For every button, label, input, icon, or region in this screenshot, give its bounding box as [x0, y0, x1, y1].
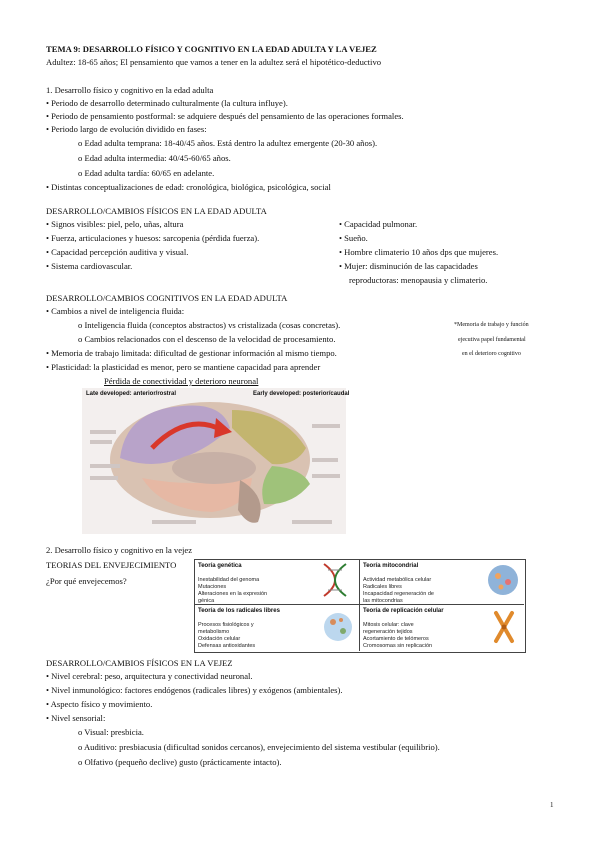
- theory-line: Radicales libres: [363, 584, 402, 590]
- physical-old-heading: DESARROLLO/CAMBIOS FÍSICOS EN LA VEJEZ: [46, 658, 233, 668]
- mitochondria-icon: [486, 562, 520, 598]
- list-subitem: o Inteligencia fluida (conceptos abstractos) vs cristalizada (cosas concretas).: [78, 320, 341, 330]
- theory-title: Teoría de replicación celular: [363, 608, 444, 614]
- theory-line: Inestabilidad del genoma: [198, 577, 260, 583]
- list-item: • Nivel inmunológico: factores endógenos (radicales libres) y exógenos (ambientales).: [46, 685, 343, 695]
- intro-line: Adultez: 18-65 años; El pensamiento que vamos a tener en la adultez será el hipotético-deductivo: [46, 57, 382, 67]
- list-item: • Sistema cardiovascular.: [46, 261, 133, 271]
- list-item: • Mujer: disminución de las capacidades: [339, 261, 478, 271]
- list-item: • Periodo largo de evolución dividido en fases:: [46, 124, 207, 134]
- list-item: • Distintas conceptualizaciones de edad: cronológica, biológica, psicológica, social: [46, 182, 331, 192]
- theory-title: Teoría genética: [198, 563, 242, 569]
- list-item: • Hombre climaterio 10 años dps que mujeres.: [339, 247, 499, 257]
- list-item: • Memoria de trabajo limitada: dificultad de gestionar información al mismo tiempo.: [46, 348, 337, 358]
- physical-adult-heading: DESARROLLO/CAMBIOS FÍSICOS EN LA EDAD ADULTA: [46, 206, 267, 216]
- dna-icon: [318, 562, 352, 598]
- brain-illustration: [82, 388, 346, 534]
- free-radicals-icon: [322, 609, 354, 645]
- theory-line: metabolismo: [198, 629, 230, 635]
- theories-heading: TEORIAS DEL ENVEJECIMIENTO: [46, 560, 177, 570]
- list-item: • Nivel sensorial:: [46, 713, 106, 723]
- list-subitem: o Cambios relacionados con el descenso de la velocidad de procesamiento.: [78, 334, 336, 344]
- brain-figure-caption: Pérdida de conectividad y deterioro neuronal: [104, 376, 259, 386]
- brain-label-early: Early developed: posterior/caudal: [253, 391, 350, 397]
- side-note: ejecutiva papel fundamental: [458, 337, 526, 343]
- theories-question: ¿Por qué envejecemos?: [46, 576, 127, 586]
- theory-line: Incapacidad regeneración de: [363, 591, 434, 597]
- list-subitem: o Auditivo: presbiacusia (dificultad sonidos cercanos), envejecimiento del sistema vestibular (equilibrio).: [78, 742, 440, 752]
- list-item: • Signos visibles: piel, pelo, uñas, altura: [46, 219, 184, 229]
- theory-line: las mitocondrias: [363, 598, 403, 604]
- list-item: • Plasticidad: la plasticidad es menor, pero se mantiene capacidad para aprender: [46, 362, 321, 372]
- list-item-continuation: reproductoras: menopausia y climaterio.: [349, 275, 488, 285]
- list-item: • Sueño.: [339, 233, 368, 243]
- list-item: • Periodo de desarrollo determinado culturalmente (la cultura influye).: [46, 98, 288, 108]
- theories-panel: [194, 559, 526, 653]
- list-subitem: o Visual: presbicia.: [78, 727, 144, 737]
- document-title: TEMA 9: DESARROLLO FÍSICO Y COGNITIVO EN LA EDAD ADULTA Y LA VEJEZ: [46, 44, 377, 54]
- theory-line: Defensas antioxidantes: [198, 643, 256, 649]
- side-note: *Memoria de trabajo y función: [454, 322, 529, 328]
- side-note: en el deterioro cognitivo: [462, 351, 521, 357]
- theory-line: Alteraciones en la expresión: [198, 591, 268, 597]
- theory-title: Teoría mitocondrial: [363, 563, 419, 569]
- theory-line: Oxidación celular: [198, 636, 241, 642]
- list-item: • Cambios a nivel de inteligencia fluida:: [46, 306, 185, 316]
- list-item: • Fuerza, articulaciones y huesos: sarcopenia (pérdida fuerza).: [46, 233, 260, 243]
- section2-heading: 2. Desarrollo físico y cognitivo en la vejez: [46, 545, 193, 555]
- cognitive-adult-heading: DESARROLLO/CAMBIOS COGNITIVOS EN LA EDAD ADULTA: [46, 293, 288, 303]
- theory-line: Acortamiento de telómeros: [363, 636, 429, 642]
- theory-line: regeneración tejidos: [363, 629, 413, 635]
- chromosome-icon: [488, 609, 520, 645]
- list-item: • Capacidad percepción auditiva y visual.: [46, 247, 189, 257]
- list-subitem: o Edad adulta tardía: 60/65 en adelante.: [78, 168, 215, 178]
- brain-label-late: Late developed: anterior/rostral: [86, 391, 177, 397]
- theory-line: Cromosomas sin replicación: [363, 643, 433, 649]
- theory-line: Actividad metabólica celular: [363, 577, 432, 583]
- list-item: • Capacidad pulmonar.: [339, 219, 418, 229]
- theory-line: Mutaciones: [198, 584, 227, 590]
- theory-title: Teoría de los radicales libres: [198, 608, 280, 614]
- list-item: • Periodo de pensamiento postformal: se adquiere después del pensamiento de las operaciones formales.: [46, 111, 404, 121]
- list-subitem: o Olfativo (pequeño declive) gusto (prácticamente intacto).: [78, 757, 282, 767]
- list-item: • Nivel cerebral: peso, arquitectura y conectividad neuronal.: [46, 671, 253, 681]
- list-subitem: o Edad adulta intermedia: 40/45-60/65 años.: [78, 153, 231, 163]
- section1-heading: 1. Desarrollo físico y cognitivo en la edad adulta: [46, 85, 214, 95]
- theory-line: génica: [198, 598, 215, 604]
- page-number: 1: [550, 801, 554, 809]
- list-item: • Aspecto físico y movimiento.: [46, 699, 153, 709]
- theory-line: Mitosis celular: clave: [363, 622, 414, 628]
- list-subitem: o Edad adulta temprana: 18-40/45 años. Está dentro la adultez emergente (20-30 años).: [78, 138, 378, 148]
- theory-line: Procesos fisiológicos y: [198, 622, 254, 628]
